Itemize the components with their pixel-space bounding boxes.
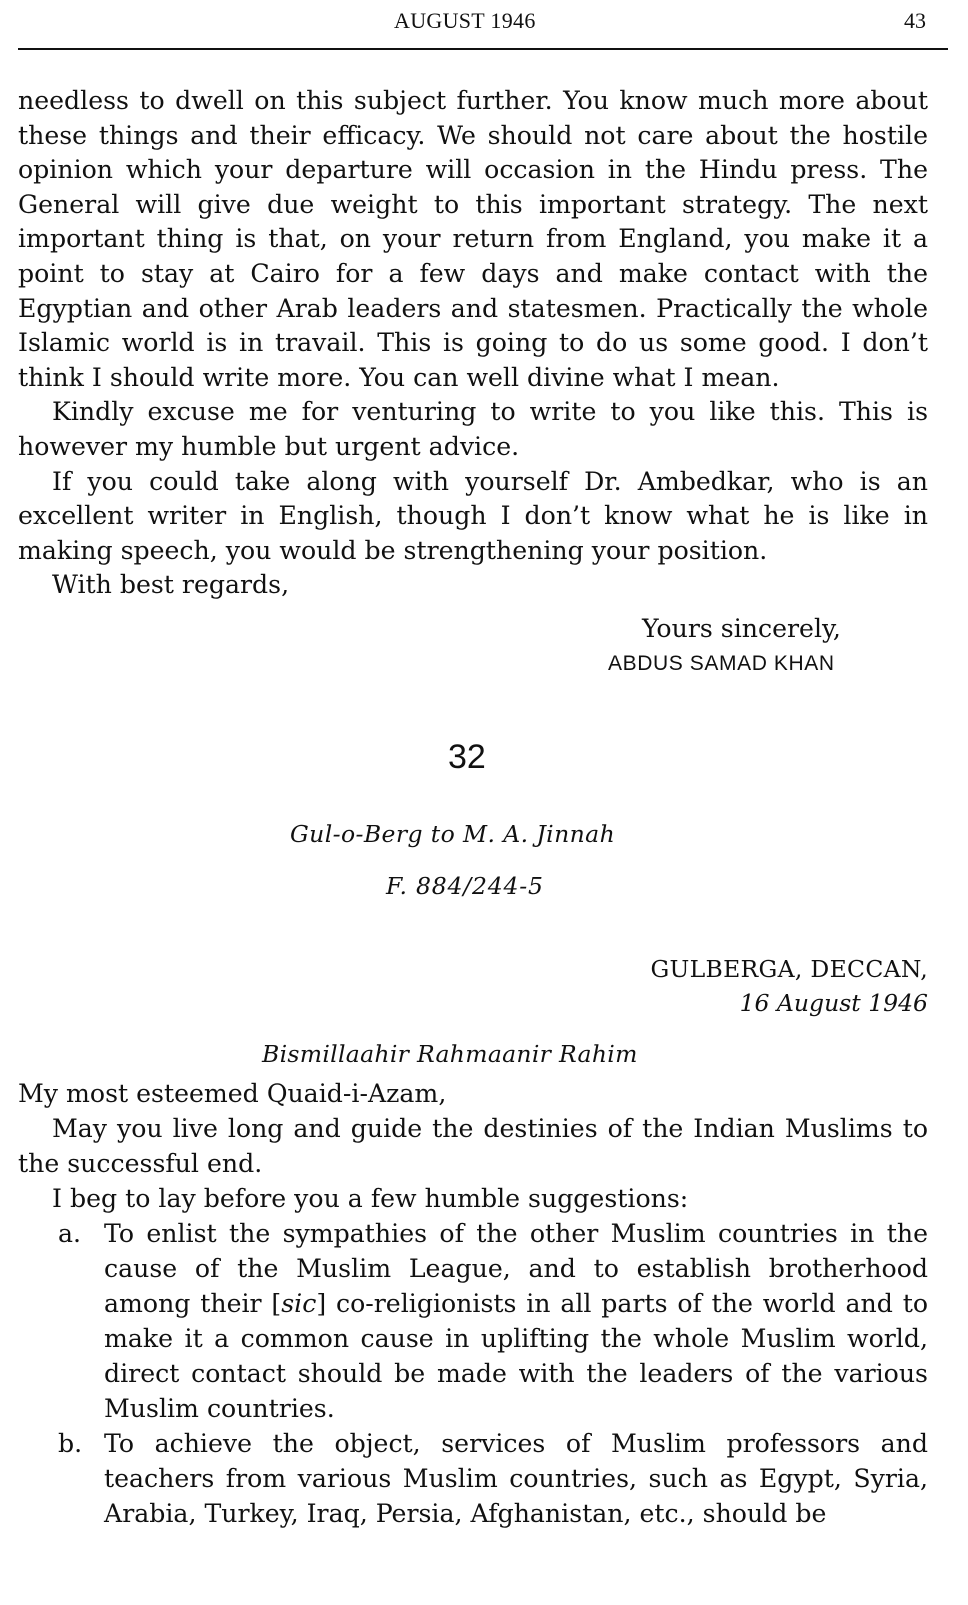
signatory-name: ABDUS SAMAD KHAN: [608, 652, 835, 675]
list-marker: b.: [58, 1429, 83, 1458]
document-reference: F. 884/244-5: [386, 872, 544, 900]
page-number: 43: [904, 8, 926, 33]
list-marker: a.: [58, 1219, 82, 1248]
previous-letter-paragraph: needless to dwell on this subject further. You know much more about these things and their efficacy. We should not care about the hostile opinion which your departure will occasion in the Hindu press. The General will give due weight to this important strategy. The next important thing is that, on your return from England, you make it a point to stay at Cairo for a few days and make contact with the Egyptian and other Arab leaders and statesmen. Practically the whole Islamic world is in travail. This is going to do us some good. I don’t think I should write more. You can well divine what I mean.: [18, 86, 928, 392]
previous-letter-regards: With best regards,: [52, 570, 290, 600]
previous-letter-body: [18, 84, 928, 603]
book-page: [18, 0, 928, 1605]
previous-letter-paragraph: Kindly excuse me for venturing to write to you like this. This is however my humble but urgent advice.: [18, 397, 928, 461]
letter-body: [18, 1076, 928, 1531]
list-item: [18, 1426, 928, 1531]
suggestions-list: [18, 1216, 928, 1531]
list-item-text-start: To enlist the sympathies of the other Muslim countries in the cause of the Muslim League, and to establish brotherhood among their [: [104, 1219, 928, 1318]
previous-letter-paragraph: If you could take along with yourself Dr. Ambedkar, who is an excellent writer in English, though I don’t know what he is like in making speech, you would be strengthening your position.: [18, 466, 928, 565]
closing-formula: Yours sincerely,: [642, 614, 841, 643]
list-item: [18, 1216, 928, 1426]
header-rule: [18, 48, 948, 50]
list-item-text: To achieve the object, services of Muslim professors and teachers from various Muslim countries, such as Egypt, Syria, Arabia, Turkey, Iraq, Persia, Afghanistan, etc., should be: [104, 1429, 928, 1528]
sic-emphasis: sic: [281, 1289, 317, 1318]
running-head: [18, 8, 928, 38]
running-head-title: AUGUST 1946: [394, 8, 536, 33]
list-item-text-end: ] co-religionists in all parts of the world and to make it a common cause in uplifting the whole Muslim world, direct contact should be made with the leaders of the various Muslim countries.: [104, 1289, 928, 1423]
dateline: [650, 952, 928, 1020]
document-heading: Gul-o-Berg to M. A. Jinnah: [290, 820, 616, 848]
document-number: 32: [448, 738, 486, 776]
dateline-date: 16 August 1946: [739, 989, 928, 1017]
list-item-text: [104, 1219, 928, 1423]
invocation: Bismillaahir Rahmaanir Rahim: [262, 1040, 638, 1068]
letter-paragraph: I beg to lay before you a few humble suggestions:: [52, 1184, 689, 1213]
dateline-place: GULBERGA, DECCAN,: [650, 955, 928, 983]
letter-paragraph: May you live long and guide the destinies of the Indian Muslims to the successful end.: [18, 1114, 928, 1178]
salutation: My most esteemed Quaid-i-Azam,: [18, 1079, 447, 1108]
